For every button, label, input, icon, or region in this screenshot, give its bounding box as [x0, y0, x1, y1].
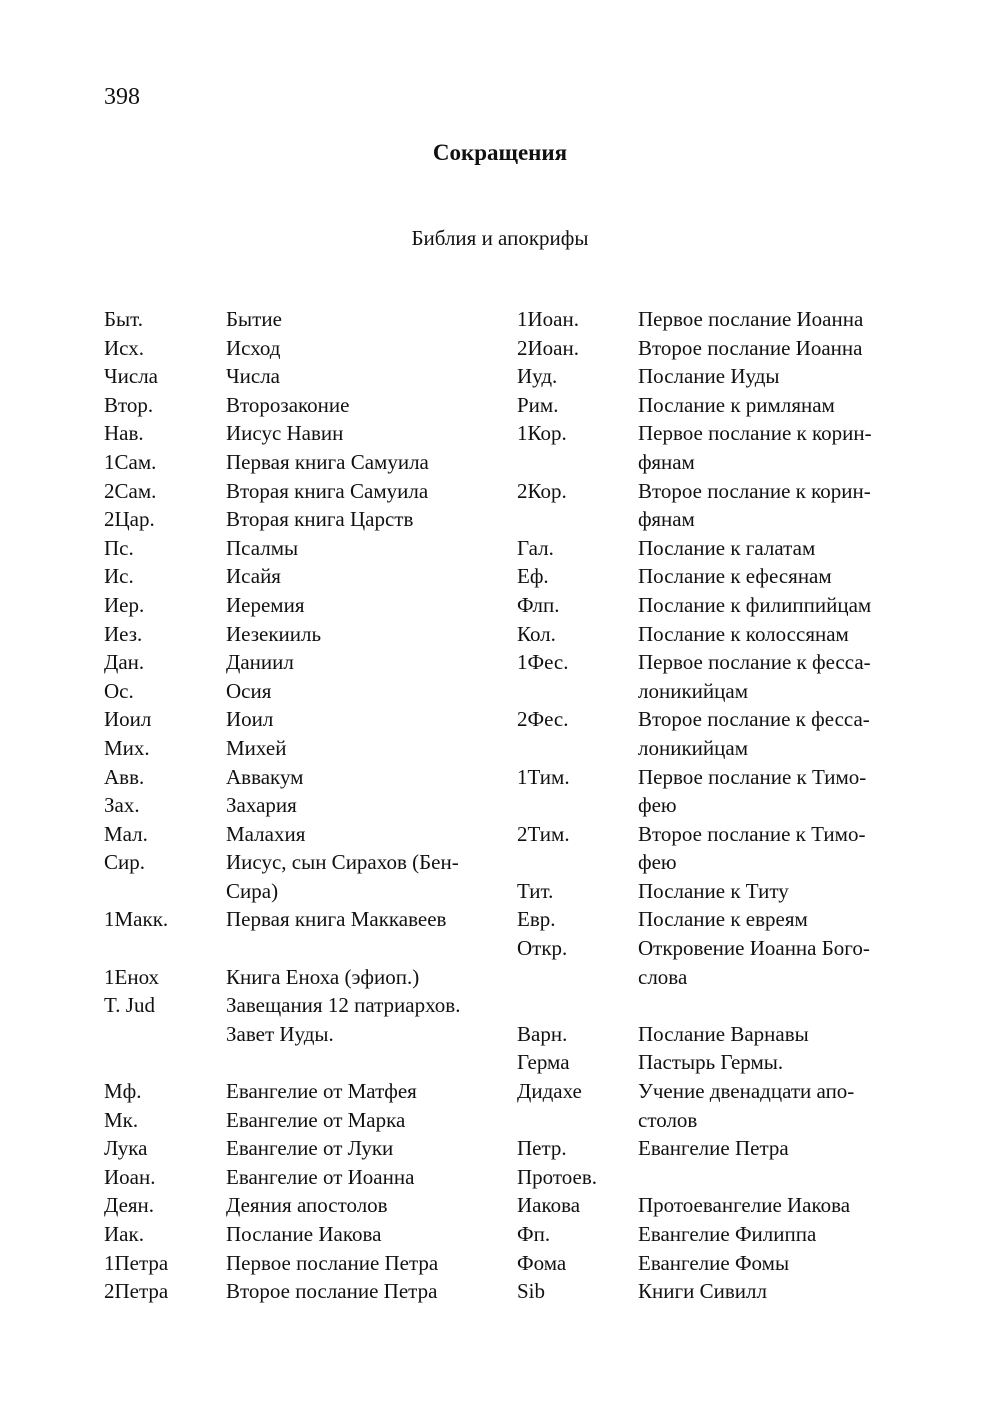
- full-name: Сира): [226, 878, 279, 903]
- abbreviation: Иакова: [517, 1193, 581, 1218]
- full-name: Евангелие от Луки: [226, 1136, 394, 1161]
- abbreviation: 1Сам.: [104, 449, 157, 474]
- full-name: [638, 991, 900, 1020]
- abbreviation: Евр.: [517, 907, 556, 932]
- abbreviation: 2Сам.: [104, 478, 157, 503]
- abbreviation: Зах.: [104, 793, 140, 818]
- abbreviation: Втор.: [104, 392, 154, 417]
- abbreviation: Лука: [104, 1136, 148, 1161]
- abbreviation: Sib: [517, 1279, 546, 1304]
- full-name: Послание Иуды: [638, 364, 780, 389]
- abbreviation: 1Макк.: [104, 907, 169, 932]
- full-name: Аввакум: [226, 764, 304, 789]
- abbreviation: 2Тим.: [517, 821, 570, 846]
- abbreviation: Числа: [104, 364, 159, 389]
- page-title: Сокращения: [432, 140, 568, 165]
- abbreviation: Ис.: [104, 564, 134, 589]
- abbreviation: [104, 934, 222, 963]
- abbreviation: Флп.: [517, 592, 560, 617]
- full-name: столов: [638, 1107, 698, 1132]
- full-name: Вторая книга Царств: [226, 507, 414, 532]
- abbreviation: 1Фес.: [517, 650, 569, 675]
- full-name: Иисус, сын Сирахов (Бен-: [226, 850, 459, 875]
- left-abbreviation-column: [104, 305, 222, 1306]
- full-name: Вторая книга Самуила: [226, 478, 429, 503]
- abbreviation: Ос.: [104, 678, 134, 703]
- abbreviation: Тит.: [517, 878, 554, 903]
- abbreviation: Исх.: [104, 335, 144, 360]
- full-name: [638, 1163, 900, 1192]
- full-name: Первая книга Маккавеев: [226, 907, 447, 932]
- full-name: Деяния апостолов: [226, 1193, 388, 1218]
- full-name: Второзаконие: [226, 392, 350, 417]
- right-fullname-column: [638, 305, 900, 1306]
- full-name: Захария: [226, 793, 297, 818]
- abbreviation: Мал.: [104, 821, 148, 846]
- full-name: Осия: [226, 678, 272, 703]
- full-name: Иисус Навин: [226, 421, 344, 446]
- full-name: Малахия: [226, 821, 306, 846]
- full-name: слова: [638, 964, 688, 989]
- abbreviation: T. Jud: [104, 993, 155, 1018]
- full-name: Послание Варнавы: [638, 1021, 809, 1046]
- abbreviation: [517, 991, 635, 1020]
- full-name: Послание к евреям: [638, 907, 808, 932]
- full-name: Иезекииль: [226, 621, 322, 646]
- abbreviation: [517, 963, 635, 992]
- full-name: Послание к римлянам: [638, 392, 835, 417]
- abbreviation: Петр.: [517, 1136, 567, 1161]
- full-name: Откровение Иоанна Бого-: [638, 936, 870, 961]
- full-name: Первое послание Иоанна: [638, 307, 864, 331]
- full-name: Первое послание Петра: [226, 1250, 439, 1275]
- abbreviation: Фома: [517, 1250, 567, 1275]
- full-name: фею: [638, 793, 677, 818]
- full-name: Учение двенадцати апо-: [638, 1079, 855, 1104]
- full-name: Пастырь Гермы.: [638, 1050, 784, 1075]
- full-name: [226, 1048, 486, 1077]
- abbreviation: 2Кор.: [517, 478, 567, 503]
- full-name: Исайя: [226, 564, 281, 589]
- abbreviation: Варн.: [517, 1021, 568, 1046]
- abbreviation: Кол.: [517, 621, 556, 646]
- full-name: Книга Еноха (эфиоп.): [226, 964, 420, 989]
- full-name: Евангелие от Иоанна: [226, 1164, 415, 1189]
- full-name: Бытие: [226, 307, 282, 331]
- abbreviation: 2Цар.: [104, 507, 155, 532]
- full-name: Первое послание к фесса-: [638, 650, 871, 675]
- full-name: Второе послание Петра: [226, 1279, 438, 1304]
- full-name: Второе послание к корин-: [638, 478, 871, 503]
- left-fullname-column: [226, 305, 486, 1306]
- abbreviation: [517, 1106, 635, 1135]
- full-name: Евангелие от Марка: [226, 1107, 406, 1132]
- abbreviation: [517, 791, 635, 820]
- full-name: Книги Сивилл: [638, 1279, 767, 1304]
- abbreviation: Иоил: [104, 707, 152, 732]
- full-name: Второе послание к фесса-: [638, 707, 870, 732]
- abbreviation: Мих.: [104, 735, 150, 760]
- right-abbreviation-column: [517, 305, 635, 1306]
- abbreviation: Откр.: [517, 936, 568, 961]
- abbreviation: Фп.: [517, 1222, 551, 1246]
- full-name: Послание к галатам: [638, 535, 816, 560]
- abbreviation: 2Иоан.: [517, 335, 579, 360]
- full-name: Послание к Титу: [638, 878, 789, 903]
- abbreviation: 1Кор.: [517, 421, 567, 446]
- full-name: Послание к колоссянам: [638, 621, 849, 646]
- abbreviation: Еф.: [517, 564, 549, 589]
- abbreviation: 1Енох: [104, 964, 160, 989]
- full-name: Михей: [226, 735, 287, 760]
- abbreviation: Сир.: [104, 850, 145, 875]
- full-name: Евангелие Петра: [638, 1136, 789, 1161]
- full-name: [226, 934, 486, 963]
- abbreviation: Иез.: [104, 621, 143, 646]
- abbreviation: [104, 1020, 222, 1049]
- abbreviation: [517, 677, 635, 706]
- abbreviation: Мк.: [104, 1107, 139, 1132]
- abbreviation: [517, 848, 635, 877]
- full-name: Евангелие от Матфея: [226, 1079, 417, 1104]
- full-name: Протоевангелие Иакова: [638, 1193, 851, 1218]
- abbreviation: Иуд.: [517, 364, 558, 389]
- full-name: Второе послание Иоанна: [638, 335, 863, 360]
- abbreviation: Иак.: [104, 1222, 144, 1246]
- abbreviation: Дан.: [104, 650, 145, 675]
- full-name: Послание Иакова: [226, 1222, 382, 1246]
- full-name: фянам: [638, 449, 695, 474]
- full-name: Иоил: [226, 707, 274, 732]
- abbreviation: 1Иоан.: [517, 307, 579, 331]
- abbreviation: Рим.: [517, 392, 559, 417]
- full-name: Даниил: [226, 650, 294, 675]
- abbreviation: Герма: [517, 1050, 570, 1075]
- full-name: Первое послание к Тимо-: [638, 764, 867, 789]
- abbreviation: Нав.: [104, 421, 144, 446]
- full-name: Завещания 12 патриархов.: [226, 993, 461, 1018]
- section-subtitle: Библия и апокрифы: [411, 226, 589, 250]
- abbreviation: 2Фес.: [517, 707, 569, 732]
- full-name: лоникийцам: [638, 735, 748, 760]
- abbreviation: [104, 1048, 222, 1077]
- full-name: Псалмы: [226, 535, 299, 560]
- full-name: лоникийцам: [638, 678, 748, 703]
- abbreviation: [517, 734, 635, 763]
- abbreviation: Иоан.: [104, 1164, 156, 1189]
- full-name: Первое послание к корин-: [638, 421, 872, 446]
- full-name: Евангелие Филиппа: [638, 1222, 817, 1246]
- abbreviation: 1Тим.: [517, 764, 570, 789]
- abbreviation: Мф.: [104, 1079, 142, 1104]
- abbreviation: Авв.: [104, 764, 145, 789]
- abbreviation: Протоев.: [517, 1164, 598, 1189]
- full-name: Второе послание к Тимо-: [638, 821, 866, 846]
- full-name: Евангелие Фомы: [638, 1250, 790, 1275]
- abbreviation: Гал.: [517, 535, 554, 560]
- full-name: Послание к филиппийцам: [638, 592, 872, 617]
- abbreviation: [104, 877, 222, 906]
- abbreviation: Пс.: [104, 535, 134, 560]
- full-name: фею: [638, 850, 677, 875]
- abbreviation: [517, 448, 635, 477]
- abbreviation: 2Петра: [104, 1279, 169, 1304]
- full-name: Иеремия: [226, 592, 305, 617]
- full-name: Послание к ефесянам: [638, 564, 832, 589]
- full-name: Первая книга Самуила: [226, 449, 429, 474]
- full-name: фянам: [638, 507, 695, 532]
- abbreviation: 1Петра: [104, 1250, 169, 1275]
- abbreviation: Деян.: [104, 1193, 155, 1218]
- page-number: 398: [104, 84, 140, 110]
- abbreviation: Дидахе: [517, 1079, 582, 1104]
- full-name: Числа: [226, 364, 281, 389]
- full-name: Исход: [226, 335, 281, 360]
- abbreviation: [517, 505, 635, 534]
- abbreviation: Быт.: [104, 307, 144, 331]
- full-name: Завет Иуды.: [226, 1021, 334, 1046]
- abbreviation: Иер.: [104, 592, 145, 617]
